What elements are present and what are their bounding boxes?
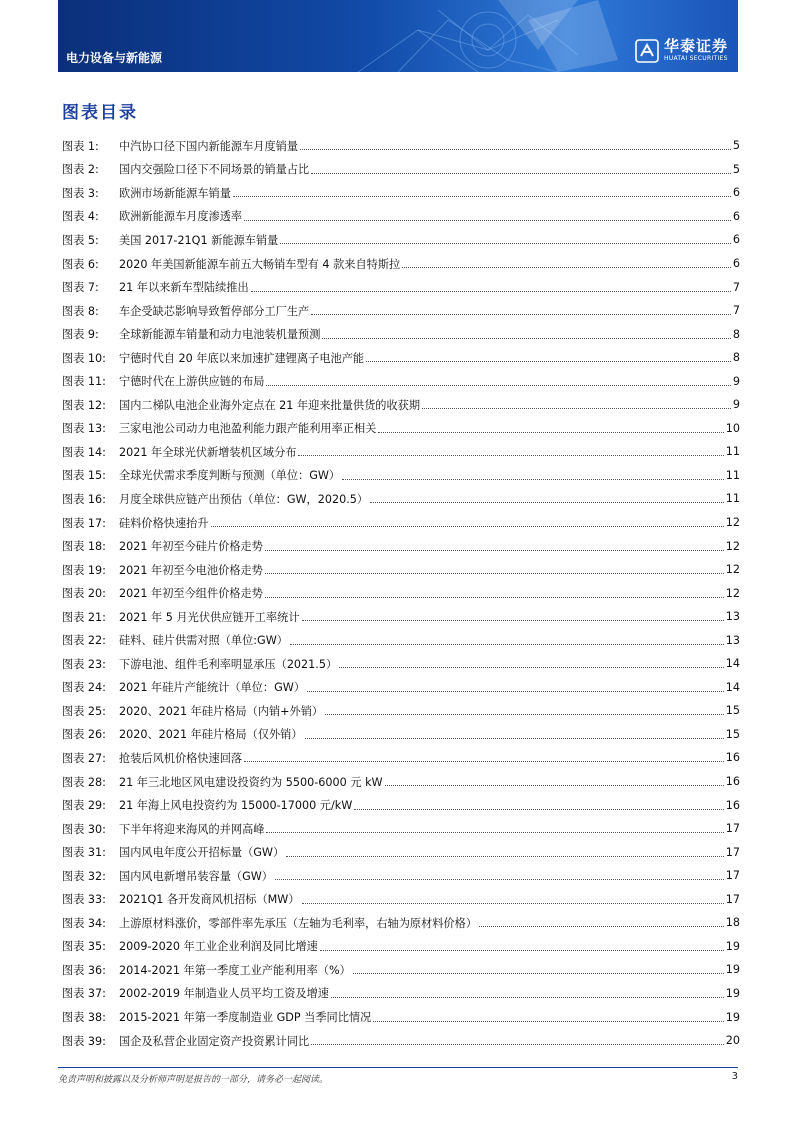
toc-entry-title: 国内交强险口径下不同场景的销量占比 xyxy=(119,163,310,177)
toc-entry-label: 图表 11: xyxy=(62,375,106,389)
toc-entry[interactable] xyxy=(62,158,740,182)
toc-entry[interactable] xyxy=(62,699,740,723)
toc-entry-title: 2002-2019 年制造业人员平均工资及增速 xyxy=(119,987,329,1001)
toc-entry-page: 15 xyxy=(725,727,740,741)
toc-entry-page: 6 xyxy=(732,257,740,270)
toc-entry-leader xyxy=(385,785,724,786)
toc-entry-label: 图表 38: xyxy=(62,1011,106,1024)
toc-entry-title: 三家电池公司动力电池盈利能力跟产能利用率正相关 xyxy=(119,422,377,436)
toc-entry-title: 硅料价格快速抬升 xyxy=(119,516,209,530)
toc-entry-leader xyxy=(305,738,724,739)
toc-entry-page: 17 xyxy=(725,822,740,836)
toc-entry-leader xyxy=(311,173,731,174)
toc-entry[interactable] xyxy=(62,770,740,794)
page-number: 3 xyxy=(731,1071,738,1082)
toc-entry-leader xyxy=(211,526,724,527)
toc-entry-label: 图表 8: xyxy=(62,304,99,318)
toc-entry[interactable] xyxy=(62,534,740,558)
toc-entry-leader xyxy=(275,879,724,880)
toc-entry-title: 2014-2021 年第一季度工业产能利用率（%） xyxy=(119,963,351,977)
toc-entry-title: 2020、2021 年硅片格局（仅外销） xyxy=(119,728,303,742)
huatai-logo-icon xyxy=(635,39,659,63)
toc-entry-title: 欧洲新能源车月度渗透率 xyxy=(119,210,243,224)
toc-entry-label: 图表 37: xyxy=(62,987,106,1001)
toc-entry-title: 全球光伏需求季度判断与预测（单位：GW） xyxy=(119,469,341,483)
toc-entry-leader xyxy=(251,291,731,292)
header-banner xyxy=(58,0,738,72)
toc-entry-leader xyxy=(373,1021,723,1022)
toc-entry-label: 图表 31: xyxy=(62,846,106,860)
toc-entry-leader xyxy=(354,809,723,810)
toc-entry[interactable] xyxy=(62,581,740,605)
toc-entry-leader xyxy=(244,761,724,762)
toc-entry-page: 19 xyxy=(725,986,740,1000)
toc-entry-title: 月度全球供应链产出预估（单位：GW，2020.5） xyxy=(119,492,369,506)
toc-entry-page: 14 xyxy=(725,680,740,694)
toc-entry-leader xyxy=(366,361,731,362)
toc-entry[interactable] xyxy=(62,958,740,982)
toc-entry-page: 12 xyxy=(725,539,740,553)
toc-entry-page: 19 xyxy=(725,1010,740,1024)
toc-entry-label: 图表 16: xyxy=(62,492,106,506)
toc-entry[interactable] xyxy=(62,181,740,205)
toc-entry-page: 14 xyxy=(725,657,740,671)
toc-entry-leader xyxy=(300,149,731,150)
logo-english-name: HUATAI SECURITIES xyxy=(663,55,728,62)
toc-entry-title: 2015-2021 年第一季度制造业 GDP 当季同比情况 xyxy=(119,1011,372,1024)
toc-entry-page: 11 xyxy=(725,492,740,506)
toc-entry-label: 图表 29: xyxy=(62,799,106,813)
toc-entry-page: 17 xyxy=(725,869,740,883)
toc-entry-label: 图表 39: xyxy=(62,1034,106,1048)
toc-entry[interactable] xyxy=(62,793,740,817)
toc-entry[interactable] xyxy=(62,746,740,770)
toc-entry-label: 图表 24: xyxy=(62,681,106,695)
toc-entry-leader xyxy=(266,385,730,386)
toc-entry-label: 图表 34: xyxy=(62,916,106,930)
toc-entry-leader xyxy=(320,950,724,951)
toc-entry[interactable] xyxy=(62,464,740,488)
toc-entry[interactable] xyxy=(62,628,740,652)
toc-entry-label: 图表 15: xyxy=(62,469,106,483)
toc-entry-page: 6 xyxy=(732,209,740,223)
toc-entry-page: 5 xyxy=(732,139,740,153)
toc-entry-label: 图表 23: xyxy=(62,657,106,671)
toc-entry-label: 图表 19: xyxy=(62,563,106,577)
toc-entry-page: 9 xyxy=(732,374,740,388)
toc-entry-label: 图表 10: xyxy=(62,351,106,365)
toc-entry-leader xyxy=(302,620,724,621)
toc-entry[interactable] xyxy=(62,346,740,370)
toc-entry-leader xyxy=(266,832,723,833)
toc-entry-title: 2021 年 5 月光伏供应链开工率统计 xyxy=(119,610,300,624)
toc-entry[interactable] xyxy=(62,652,740,676)
toc-entry-leader xyxy=(370,502,724,503)
toc-entry-page: 7 xyxy=(732,304,740,318)
toc-entry-page: 16 xyxy=(725,798,740,812)
toc-entry-label: 图表 33: xyxy=(62,893,106,907)
toc-entry-title: 国内二梯队电池企业海外定点在 21 年迎来批量供货的收获期 xyxy=(119,398,421,412)
toc-entry-page: 12 xyxy=(725,516,740,530)
toc-entry-label: 图表 36: xyxy=(62,963,106,977)
toc-entry-label: 图表 7: xyxy=(62,281,99,295)
toc-entry-page: 8 xyxy=(732,327,740,341)
toc-entry-page: 5 xyxy=(732,162,740,176)
toc-entry-title: 2021 年初至今组件价格走势 xyxy=(119,587,263,601)
toc-entry-page: 16 xyxy=(725,775,740,789)
toc-entry-title: 上游原材料涨价，零部件率先承压（左轴为毛利率，右轴为原材料价格） xyxy=(119,916,478,930)
toc-entry-page: 17 xyxy=(725,845,740,859)
toc-entry[interactable] xyxy=(62,817,740,841)
toc-entry-page: 16 xyxy=(725,751,740,765)
toc-entry-label: 图表 27: xyxy=(62,751,106,765)
toc-entry-leader xyxy=(265,573,724,574)
toc-entry-leader xyxy=(353,973,724,974)
toc-entry-leader xyxy=(378,432,723,433)
toc-entry-leader xyxy=(302,903,724,904)
toc-entry[interactable] xyxy=(62,369,740,393)
toc-entry-page: 12 xyxy=(725,563,740,577)
toc-entry[interactable] xyxy=(62,888,740,912)
toc-entry-label: 图表 17: xyxy=(62,516,106,530)
toc-entry-label: 图表 30: xyxy=(62,822,106,836)
toc-entry[interactable] xyxy=(62,605,740,629)
toc-entry-leader xyxy=(325,714,724,715)
toc-entry-title: 全球新能源车销量和动力电池装机量预测 xyxy=(119,328,321,342)
toc-entry-label: 图表 12: xyxy=(62,398,106,412)
toc-entry-title: 硅料、硅片供需对照（单位:GW） xyxy=(119,634,288,648)
toc-entry-leader xyxy=(233,196,731,197)
toc-entry-leader xyxy=(265,597,724,598)
toc-entry-page: 11 xyxy=(725,445,740,459)
toc-entry[interactable] xyxy=(62,840,740,864)
toc-entry-page: 6 xyxy=(732,233,740,247)
toc-entry-label: 图表 5: xyxy=(62,233,99,247)
toc-entry[interactable] xyxy=(62,417,740,441)
toc-entry-label: 图表 35: xyxy=(62,940,106,954)
toc-entry-label: 图表 20: xyxy=(62,587,106,601)
toc-entry-title: 美国 2017-21Q1 新能源车销量 xyxy=(119,233,279,247)
toc-entry[interactable] xyxy=(62,935,740,959)
toc-entry[interactable] xyxy=(62,1029,740,1053)
toc-entry-title: 21 年海上风电投资约为 15000-17000 元/kW xyxy=(119,799,353,813)
toc-entry-leader xyxy=(322,338,730,339)
toc-entry-title: 国企及私营企业固定资产投资累计同比 xyxy=(119,1034,310,1048)
toc-list xyxy=(62,134,740,1052)
toc-entry-leader xyxy=(479,926,724,927)
toc-entry-title: 2021 年初至今电池价格走势 xyxy=(119,563,263,577)
toc-entry-leader xyxy=(402,267,731,268)
toc-entry[interactable] xyxy=(62,275,740,299)
toc-entry-page: 11 xyxy=(725,468,740,482)
toc-entry-title: 国内风电新增吊装容量（GW） xyxy=(119,869,273,883)
toc-entry[interactable] xyxy=(62,511,740,535)
toc-entry[interactable] xyxy=(62,1005,740,1029)
toc-entry[interactable] xyxy=(62,558,740,582)
toc-entry-leader xyxy=(307,691,724,692)
toc-entry-title: 宁德时代自 20 年底以来加速扩建锂离子电池产能 xyxy=(119,351,365,365)
toc-entry-label: 图表 1: xyxy=(62,139,99,153)
footer-divider xyxy=(58,1067,738,1068)
toc-entry-title: 抢装后风机价格快速回落 xyxy=(119,751,243,765)
toc-entry[interactable] xyxy=(62,676,740,700)
toc-entry-label: 图表 21: xyxy=(62,610,106,624)
toc-entry-leader xyxy=(311,1044,724,1045)
toc-entry-label: 图表 26: xyxy=(62,728,106,742)
logo-chinese-name: 华泰证券 xyxy=(663,37,728,55)
footer-disclaimer: 免责声明和披露以及分析师声明是报告的一部分，请务必一起阅读。 xyxy=(58,1075,329,1085)
toc-entry-page: 19 xyxy=(725,963,740,977)
toc-entry[interactable] xyxy=(62,440,740,464)
toc-entry[interactable] xyxy=(62,299,740,323)
toc-entry-title: 2021 年全球光伏新增装机区域分布 xyxy=(119,445,297,459)
toc-entry-title: 中汽协口径下国内新能源车月度销量 xyxy=(119,139,299,153)
toc-entry-page: 7 xyxy=(732,280,740,294)
toc-entry-label: 图表 22: xyxy=(62,634,106,648)
toc-entry[interactable] xyxy=(62,864,740,888)
toc-entry-title: 下游电池、组件毛利率明显承压（2021.5） xyxy=(119,657,338,671)
toc-entry[interactable] xyxy=(62,228,740,252)
toc-entry-leader xyxy=(265,550,724,551)
toc-entry-title: 欧洲市场新能源车销量 xyxy=(119,186,231,200)
toc-entry-leader xyxy=(280,243,731,244)
toc-entry-leader xyxy=(290,644,724,645)
toc-entry-title: 2020、2021 年硅片格局（内销+外销） xyxy=(119,704,324,718)
toc-entry-page: 17 xyxy=(725,892,740,906)
toc-entry[interactable] xyxy=(62,723,740,747)
toc-entry-label: 图表 3: xyxy=(62,186,99,200)
toc-entry-page: 19 xyxy=(725,939,740,953)
toc-entry[interactable] xyxy=(62,134,740,158)
toc-entry[interactable] xyxy=(62,982,740,1006)
toc-entry[interactable] xyxy=(62,393,740,417)
toc-entry-page: 18 xyxy=(725,916,740,930)
toc-entry-label: 图表 9: xyxy=(62,328,99,342)
toc-entry-label: 图表 18: xyxy=(62,540,106,554)
toc-entry-label: 图表 14: xyxy=(62,445,106,459)
toc-entry-leader xyxy=(422,408,731,409)
toc-entry-page: 10 xyxy=(725,421,740,435)
toc-entry-leader xyxy=(331,997,724,998)
toc-entry-label: 图表 28: xyxy=(62,775,106,789)
toc-entry-page: 6 xyxy=(732,186,740,200)
toc-entry-title: 国内风电年度公开招标量（GW） xyxy=(119,846,285,860)
toc-entry-title: 2020 年美国新能源车前五大畅销车型有 4 款来自特斯拉 xyxy=(119,257,401,271)
toc-entry-title: 2021 年硅片产能统计（单位：GW） xyxy=(119,681,306,695)
toc-entry-leader xyxy=(311,314,731,315)
toc-entry-page: 13 xyxy=(725,610,740,624)
toc-entry-page: 8 xyxy=(732,351,740,365)
toc-entry-title: 21 年三北地区风电建设投资约为 5500-6000 元 kW xyxy=(119,775,383,789)
toc-entry-label: 图表 6: xyxy=(62,257,99,271)
toc-entry[interactable] xyxy=(62,205,740,229)
toc-entry-leader xyxy=(298,455,723,456)
toc-entry-page: 20 xyxy=(725,1034,740,1048)
toc-entry-leader xyxy=(286,856,724,857)
toc-entry-page: 12 xyxy=(725,586,740,600)
toc-heading: 图表目录 xyxy=(62,103,138,123)
toc-entry[interactable] xyxy=(62,911,740,935)
section-label: 电力设备与新能源 xyxy=(66,51,163,65)
toc-entry-title: 宁德时代在上游供应链的布局 xyxy=(119,375,265,389)
toc-entry[interactable] xyxy=(62,487,740,511)
toc-entry-title: 2009-2020 年工业企业利润及同比增速 xyxy=(119,940,318,954)
toc-entry-title: 2021Q1 各开发商风机招标（MW） xyxy=(119,893,300,907)
toc-entry-label: 图表 13: xyxy=(62,422,106,436)
toc-entry[interactable] xyxy=(62,322,740,346)
toc-entry-label: 图表 2: xyxy=(62,163,99,177)
toc-entry-page: 13 xyxy=(725,633,740,647)
toc-entry-label: 图表 25: xyxy=(62,704,106,718)
toc-entry-label: 图表 32: xyxy=(62,869,106,883)
toc-entry-page: 15 xyxy=(725,704,740,718)
toc-entry-title: 下半年将迎来海风的并网高峰 xyxy=(119,822,265,836)
toc-entry-title: 车企受缺芯影响导致暂停部分工厂生产 xyxy=(119,304,310,318)
toc-entry-label: 图表 4: xyxy=(62,210,99,224)
huatai-logo xyxy=(635,38,728,63)
toc-entry-title: 2021 年初至今硅片价格走势 xyxy=(119,540,263,554)
toc-entry-leader xyxy=(339,667,724,668)
toc-entry-title: 21 年以来新车型陆续推出 xyxy=(119,281,249,295)
toc-entry[interactable] xyxy=(62,252,740,276)
toc-entry-leader xyxy=(342,479,724,480)
toc-entry-page: 9 xyxy=(732,398,740,412)
toc-entry-leader xyxy=(244,220,731,221)
